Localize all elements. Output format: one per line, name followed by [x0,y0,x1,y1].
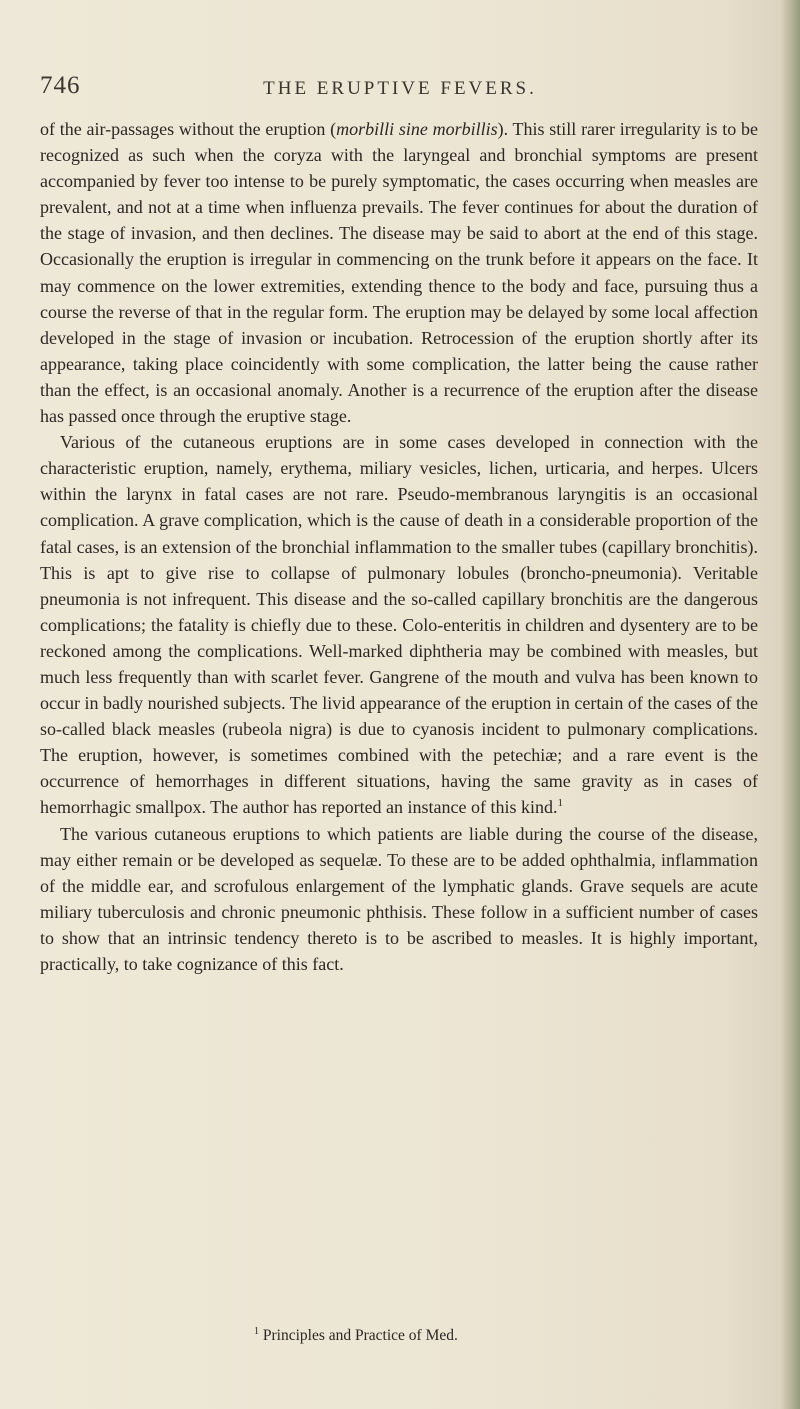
paragraph-1: of the air-passages without the eruption (morbilli sine morbillis). This still rarer irregularity is to be recognized as such when the coryza with the laryngeal and bronchial symptoms are present accompanied by fever too intense to be purely symptomatic, the cases occurring when measles are prevalent, and not at a time when influenza prevails. The fever continues for about the duration of the stage of invasion, and then declines. The disease may be said to abort at the end of this stage. Occasionally the eruption is irregular in commencing on the trunk before it appears on the face. It may commence on the lower extremities, extending thence to the body and face, pursuing thus a course the reverse of that in the regular form. The eruption may be delayed by some local affection developed in the stage of invasion or incubation. Retrocession of the eruption shortly after its appearance, taking place coincidently with some complication, the latter being the cause rather than the effect, is an occasional anomaly. Another is a recurrence of the eruption after the disease has passed once through the eruptive stage. [40,119,759,427]
body-text [40,116,758,977]
footnote-marker: 1 [254,1326,259,1337]
paragraph-3: The various cutaneous eruptions to which patients are liable during the course of the disease, may either remain or be developed as sequelæ. To these are to be added ophthalmia, inflammation of the middle ear, and scrofulous enlargement of the lymphatic glands. Grave sequels are acute miliary tuberculosis and chronic pneumonic phthisis. These follow in a sufficient number of cases to show that an intrinsic tendency thereto is to be ascribed to measles. It is highly important, practically, to take cognizance of this fact. [40,823,758,974]
running-head [40,72,760,102]
page-edge-shadow [780,0,800,1409]
paragraph-2: Various of the cutaneous eruptions are in some cases developed in connection with the characteristic eruption, namely, erythema, miliary vesicles, lichen, urticaria, and herpes. Ulcers within the larynx in fatal cases are not rare. Pseudo-membranous laryngitis is an occasional complication. A grave complication, which is the cause of death in a considerable proportion of the fatal cases, is an extension of the bronchial inflammation to the smaller tubes (capillary bronchitis). This is apt to give rise to collapse of pulmonary lobules (broncho-pneumonia). Veritable pneumonia is not infrequent. This disease and the so-called capillary bronchitis are the dangerous complications; the fatality is chiefly due to these. Colo-enteritis in children and dysentery are to be reckoned among the complications. Well-marked diphtheria may be combined with measles, but much less frequently than with scarlet fever. Gangrene of the mouth and vulva has been known to occur in badly nourished subjects. The livid appearance of the eruption in certain of the cases of the so-called black measles (rubeola nigra) is due to cyanosis incident to pulmonary complications. The eruption, however, is sometimes combined with the petechiæ; and a rare event is the occurrence of hemorrhages in different situations, having the same gravity as in cases of hemorrhagic smallpox. The author has reported an instance of this kind.$^1$ [40,432,758,818]
footnote-reference[interactable]: 1 [557,797,564,810]
running-title: THE ERUPTIVE FEVERS. [263,78,537,99]
page-number: 746 [40,72,81,99]
footnote [254,1326,754,1345]
latin-term: morbilli sine morbillis [336,119,498,139]
footnote-text: Principles and Practice of Med. [262,1327,458,1345]
